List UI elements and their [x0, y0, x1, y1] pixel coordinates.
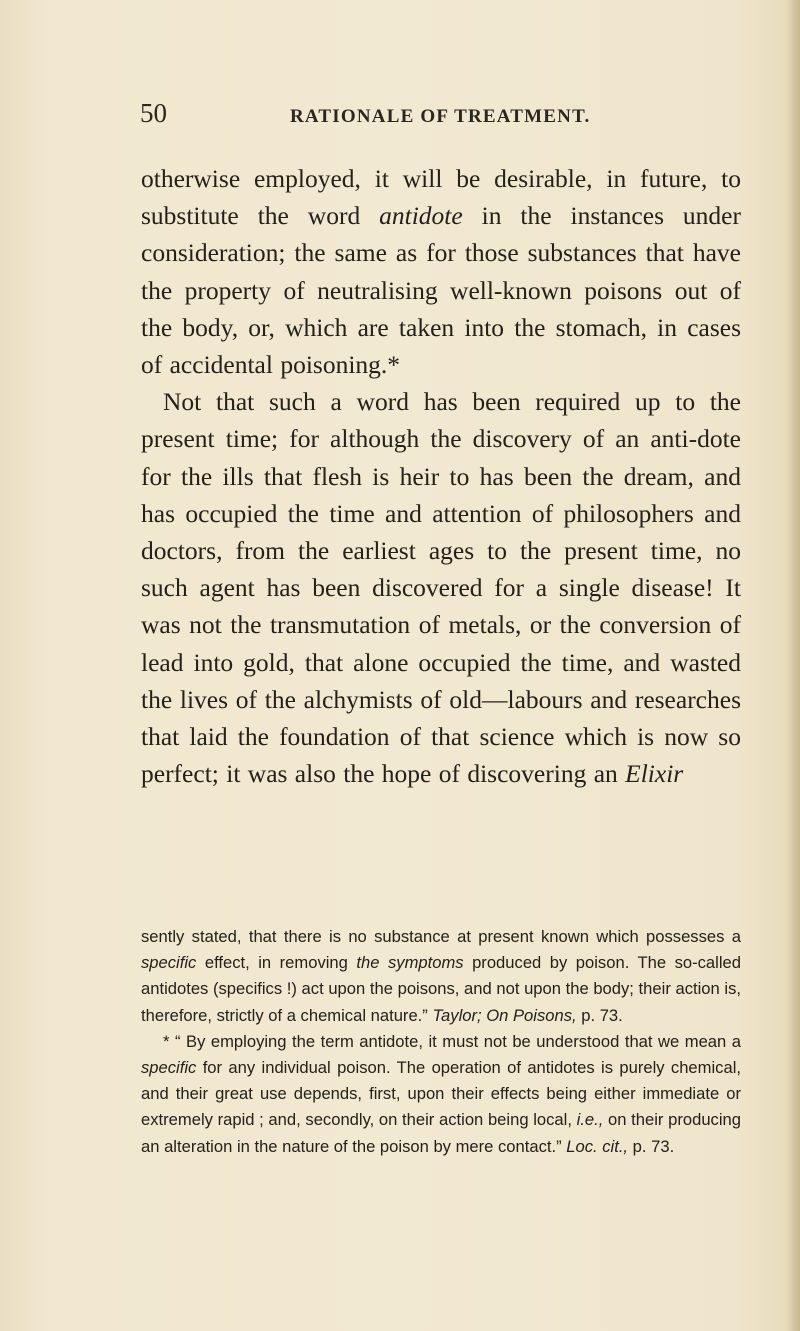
paragraph-2-italic-elixir: Elixir: [625, 759, 684, 789]
page-header: [140, 98, 760, 134]
paragraph-1: [141, 160, 741, 383]
paragraph-1-italic-antidote: antidote: [379, 201, 463, 231]
footnote-1-text-c: effect, in removing: [196, 953, 357, 973]
footnote-1-italic-symptoms: the symptoms: [356, 953, 464, 973]
page-number: 50: [140, 98, 167, 128]
footnote-2-italic-ie: i.e.,: [576, 1110, 604, 1130]
footnote-1-page-ref: p. 73.: [576, 1005, 623, 1025]
paragraph-1-text-a: otherwise employed, it will be desirable, in future, to substitute the word: [141, 164, 741, 231]
footnote-2-text-a: * “ By employing the term antidote, it must not be understood that we mean a: [163, 1031, 741, 1051]
footnote-1-citation: Taylor; On Poisons,: [432, 1005, 577, 1025]
page-edge-shadow: [786, 0, 800, 1331]
footnote-2-text-e: on their producing an alteration in the nature of the poison by mere contact.”: [141, 1110, 741, 1156]
footnote-asterisk: [141, 1029, 741, 1160]
paragraph-2: [141, 383, 741, 792]
footnote-2-italic-specific: specific: [141, 1058, 197, 1078]
running-head: RATIONALE OF TREATMENT.: [290, 106, 591, 127]
footnote-1-text-e: produced by poison. The so-called antidotes (specifics !) act upon the poisons, and not upon the body; their action is, therefore, strictly of a chemical nature.”: [141, 953, 741, 1025]
footnote-1-text-a: sently stated, that there is no substance at present known which possesses a: [141, 927, 741, 946]
paragraph-2-text-a: Not that such a word has been required up to the present time; for although the discovery of an anti-dote for the ills that flesh is heir to has been the dream, and has occupied the time and attention of philosophers and doctors, from the earliest ages to the present time, no such agent has been discovered for a single disease! It was not the transmutation of metals, or the conversion of lead into gold, that alone occupied the time, and wasted the lives of the alchymists of old—labours and researches that laid the foundation of that science which is now so perfect; it was also the hope of discovering an: [141, 387, 741, 789]
paragraph-1-text-c: in the instances under consideration; the same as for those substances that have the property of neutralising well-known poisons out of the body, or, which are taken into the stomach, in cases of accidental poisoning.*: [141, 201, 741, 380]
footnote-1-italic-specific: specific: [141, 953, 197, 973]
footnotes: [141, 924, 741, 1160]
footnote-2-page-ref: p. 73.: [628, 1136, 675, 1156]
footnote-continued: [141, 924, 741, 1029]
footnote-2-citation: Loc. cit.,: [566, 1136, 629, 1156]
footnote-2-text-c: for any individual poison. The operation of antidotes is purely chemical, and their great use depends, first, upon their effects being either immediate or extremely rapid ; and, secondly, on their action being local,: [141, 1058, 741, 1130]
main-text: [141, 160, 741, 792]
